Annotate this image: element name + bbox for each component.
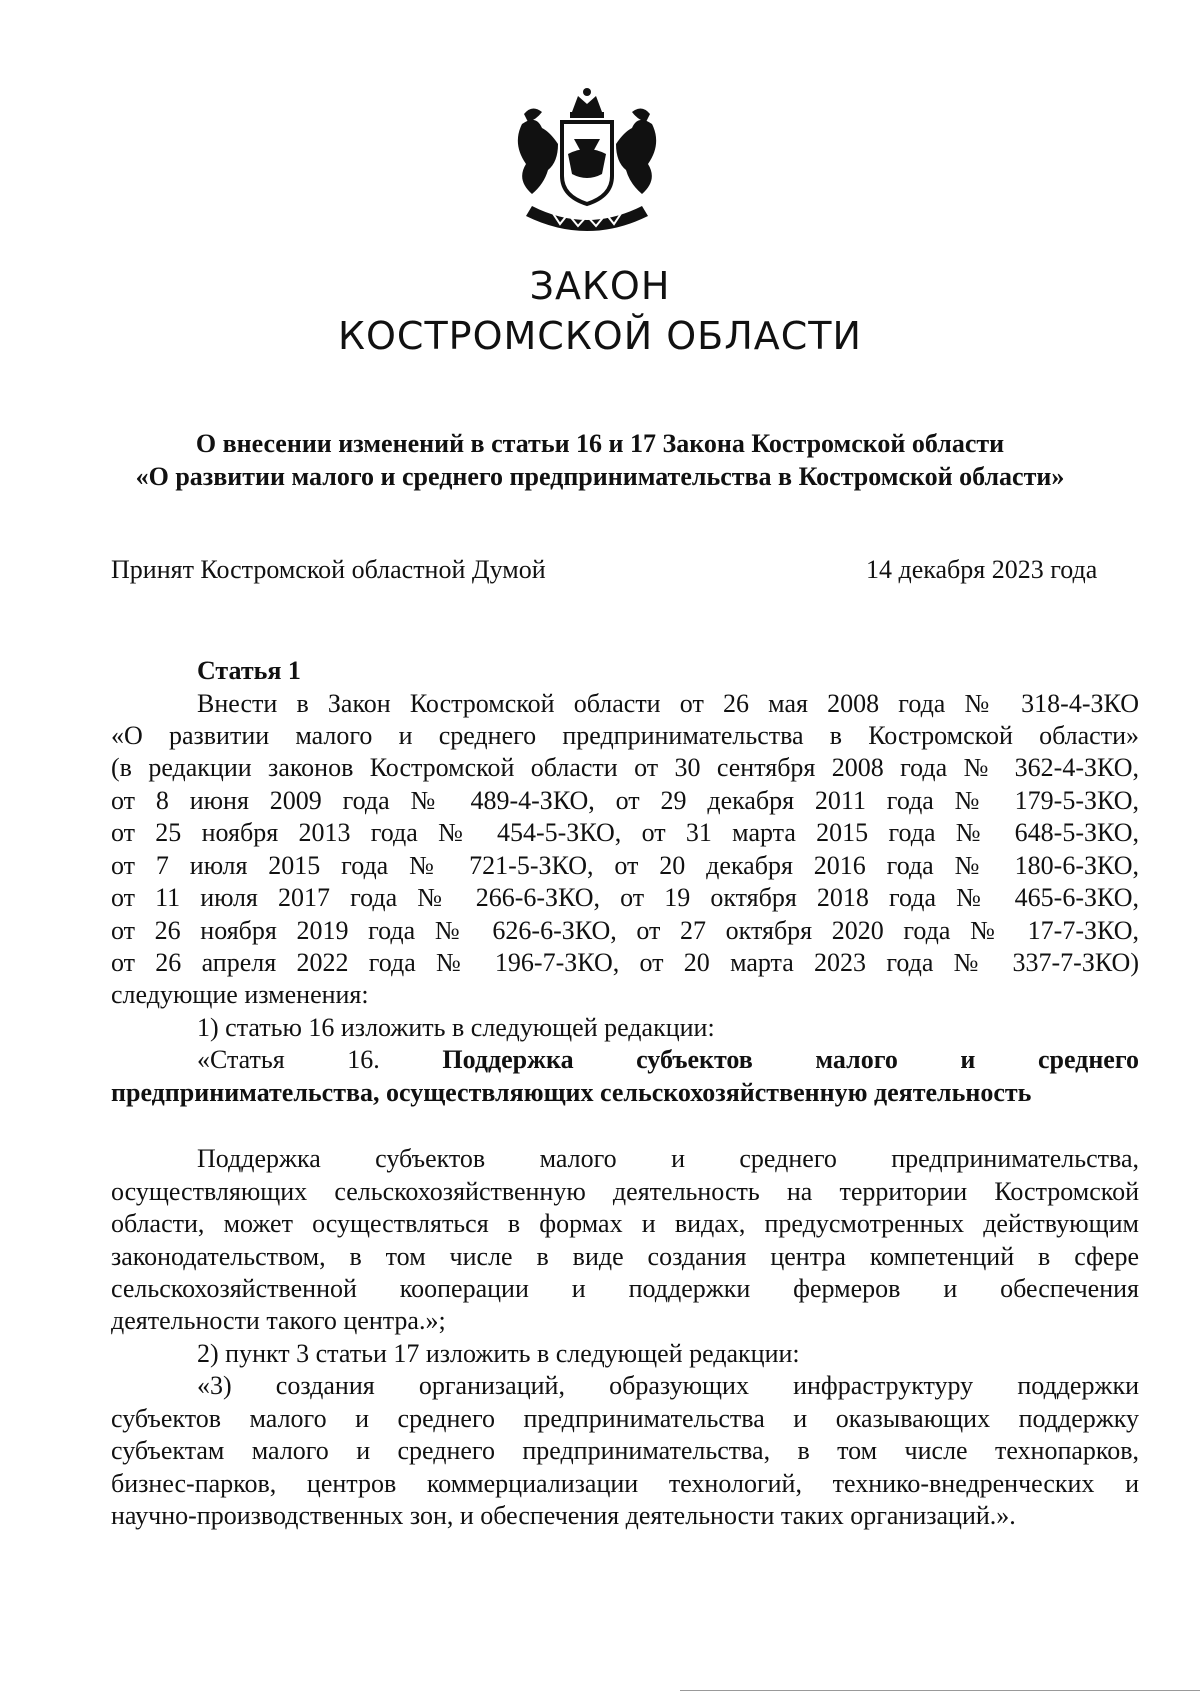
article-text-line: «О развитии малого и среднего предпринимательства в Костромской области»	[111, 721, 1139, 750]
item-2-intro: 2) пункт 3 статьи 17 изложить в следующей редакции:	[197, 1339, 800, 1368]
article-16-body-line: Поддержка субъектов малого и среднего предпринимательства,	[197, 1144, 1139, 1173]
item-2-body-line: субъектам малого и среднего предпринимательства, в том числе технопарков,	[111, 1436, 1139, 1465]
article-16-heading-line-2: предпринимательства, осуществляющих сельскохозяйственную деятельность	[111, 1078, 1032, 1107]
item-2-body-line: бизнес-парков, центров коммерциализации технологий, технико-внедренческих и	[111, 1469, 1139, 1498]
article-16-heading-line-1	[197, 1045, 1139, 1075]
article-16-body-line: осуществляющих сельскохозяйственную деятельность на территории Костромской	[111, 1177, 1139, 1206]
coat-of-arms-emblem-icon	[502, 84, 672, 242]
adopted-by: Принят Костромской областной Думой	[111, 555, 546, 584]
article-16-body-line: сельскохозяйственной кооперации и поддержки фермеров и обеспечения	[111, 1274, 1139, 1303]
scan-edge-divider	[680, 1690, 1200, 1691]
article-text-line: от 26 ноября 2019 года № 626-6-ЗКО, от 27 октября 2020 года № 17-7-ЗКО,	[111, 916, 1139, 945]
article-text-line: от 8 июня 2009 года № 489-4-ЗКО, от 29 декабря 2011 года № 179-5-ЗКО,	[111, 786, 1139, 815]
article-text-line: от 7 июля 2015 года № 721-5-ЗКО, от 20 декабря 2016 года № 180-6-ЗКО,	[111, 851, 1139, 880]
article-text-line: от 26 апреля 2022 года № 196-7-ЗКО, от 20 марта 2023 года № 337-7-ЗКО)	[111, 948, 1139, 977]
adoption-date: 14 декабря 2023 года	[866, 555, 1098, 584]
article-text-line: от 25 ноября 2013 года № 454-5-ЗКО, от 31 марта 2015 года № 648-5-ЗКО,	[111, 818, 1139, 847]
article-16-title-part-1: Поддержка субъектов малого и среднего	[442, 1045, 1139, 1074]
article-16-body-line: области, может осуществляться в формах и видах, предусмотренных действующим	[111, 1209, 1139, 1238]
item-2-body-line: научно-производственных зон, и обеспечения деятельности таких организаций.».	[111, 1501, 1016, 1530]
article-text-line: следующие изменения:	[111, 980, 369, 1009]
law-heading: ЗАКОН	[529, 264, 671, 308]
article-text-line: Внести в Закон Костромской области от 26 мая 2008 года № 318-4-ЗКО	[197, 689, 1139, 718]
item-1-intro: 1) статью 16 изложить в следующей редакции:	[197, 1013, 715, 1042]
article-16-body-line: законодательством, в том числе в виде создания центра компетенций в сфере	[111, 1242, 1139, 1271]
article-text-line: (в редакции законов Костромской области от 30 сентября 2008 года № 362-4-ЗКО,	[111, 753, 1139, 782]
law-title-line-2: «О развитии малого и среднего предпринимательства в Костромской области»	[135, 462, 1065, 491]
article-16-prefix: «Статья 16.	[197, 1045, 380, 1074]
item-2-body-line: субъектов малого и среднего предпринимательства и оказывающих поддержку	[111, 1404, 1139, 1433]
article-text-line: от 11 июля 2017 года № 266-6-ЗКО, от 19 октября 2018 года № 465-6-ЗКО,	[111, 883, 1139, 912]
item-2-body-line: «3) создания организаций, образующих инфраструктуру поддержки	[197, 1371, 1139, 1400]
law-title-line-1: О внесении изменений в статьи 16 и 17 Закона Костромской области	[195, 429, 1005, 458]
article-heading: Статья 1	[197, 656, 301, 685]
article-16-body-line: деятельности такого центра.»;	[111, 1306, 446, 1335]
region-heading: КОСТРОМСКОЙ ОБЛАСТИ	[338, 314, 862, 358]
